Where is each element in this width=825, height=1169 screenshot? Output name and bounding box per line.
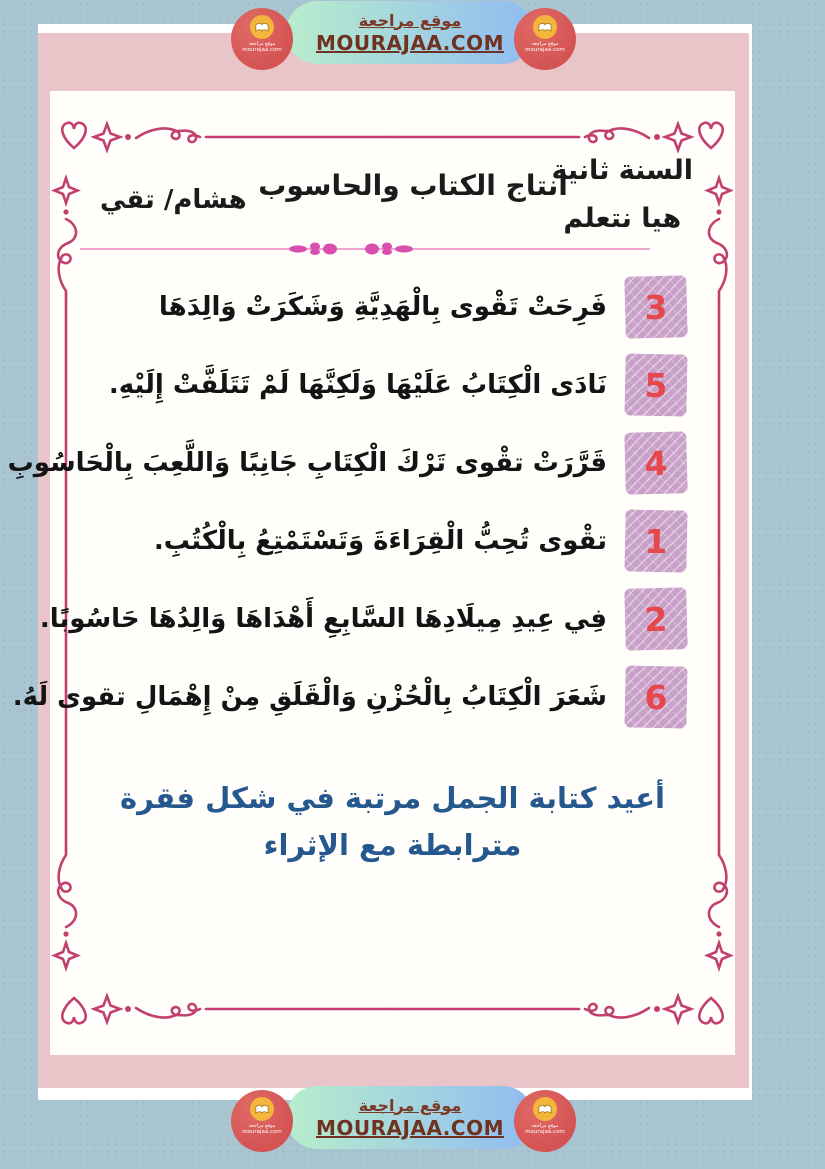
sentence-row	[12, 665, 687, 729]
page-content-area	[7, 91, 735, 1055]
book-icon	[533, 15, 557, 39]
site-logo-badge[interactable]	[514, 8, 576, 70]
sentence-text: قَرَّرَتْ تقْوى تَرْكَ الْكِتَابِ جَانِبًا وَاللَّعِبَ بِالْحَاسُوبِ	[7, 448, 607, 478]
sentence-text: تقْوى تُحِبُّ الْقِرَاءَةَ وَتَسْتَمْتِعُ بِالْكُتُبِ.	[153, 526, 607, 556]
site-title-arabic[interactable]: موقع مراجعة	[358, 1095, 462, 1115]
instruction-line2: مترابطة مع الإثراء	[263, 828, 522, 862]
site-domain-link[interactable]: MOURAJAA.COM	[316, 1115, 504, 1140]
site-domain-link[interactable]: MOURAJAA.COM	[316, 30, 504, 55]
order-number-box: 4	[624, 431, 687, 494]
site-banner-top[interactable]	[286, 1, 534, 64]
order-number-box: 5	[624, 353, 687, 416]
badge-domain: mourajaa.com	[525, 1129, 565, 1135]
order-number-box: 2	[624, 587, 687, 650]
sentence-row	[7, 431, 687, 495]
badge-domain: mourajaa.com	[242, 47, 282, 53]
instruction-line1: أعيد كتابة الجمل مرتبة في شكل فقرة	[120, 781, 665, 815]
sentence-text: فِي عِيدِ مِيلَادِهَا السَّابِعِ أَهْدَاهَا وَالِدُهَا حَاسُوبًا.	[39, 604, 607, 634]
badge-domain: mourajaa.com	[242, 1129, 282, 1135]
document-page	[7, 24, 752, 1100]
badge-title: موقع مراجعة	[248, 41, 276, 47]
grade-line1: السنة ثانية	[551, 155, 693, 186]
book-icon	[250, 1097, 274, 1121]
order-number-box: 3	[624, 275, 687, 338]
sentence-text: نَادَى الْكِتَابُ عَلَيْهَا وَلَكِنَّهَا لَمْ تَتَلَفَّتْ إِلَيْهِ.	[108, 370, 607, 400]
sentence-text: شَعَرَ الْكِتَابُ بِالْحُزْنِ وَالْقَلَقِ مِنْ إِهْمَالِ تقوى لَهُ.	[12, 682, 607, 712]
sentence-row	[54, 275, 687, 339]
book-icon	[250, 15, 274, 39]
sentence-list	[7, 275, 687, 743]
site-title-arabic[interactable]: موقع مراجعة	[358, 10, 462, 30]
badge-title: موقع مراجعة	[531, 1123, 559, 1129]
order-number-box: 1	[624, 509, 687, 572]
lesson-title: انتاج الكتاب والحاسوب	[258, 169, 568, 202]
site-logo-badge[interactable]	[231, 1090, 293, 1152]
badge-domain: mourajaa.com	[525, 47, 565, 53]
sentence-row	[54, 353, 687, 417]
exercise-instruction	[50, 775, 735, 869]
author-name: هشام/ تقي	[100, 185, 247, 215]
badge-title: موقع مراجعة	[531, 41, 559, 47]
header-divider	[80, 243, 650, 256]
book-icon	[533, 1097, 557, 1121]
badge-title: موقع مراجعة	[248, 1123, 276, 1129]
site-banner-bottom[interactable]	[286, 1086, 534, 1149]
sentence-row	[54, 509, 687, 573]
order-number-box: 6	[624, 665, 687, 728]
sentence-text: فَرِحَتْ تَقْوى بِالْهَدِيَّةِ وَشَكَرَتْ وَالِدَهَا	[158, 292, 607, 322]
site-logo-badge[interactable]	[231, 8, 293, 70]
page-pink-margin	[7, 30, 749, 1088]
sentence-row	[39, 587, 687, 651]
grade-label	[552, 147, 693, 243]
grade-line2: هيا نتعلم	[563, 203, 682, 234]
site-logo-badge[interactable]	[514, 1090, 576, 1152]
